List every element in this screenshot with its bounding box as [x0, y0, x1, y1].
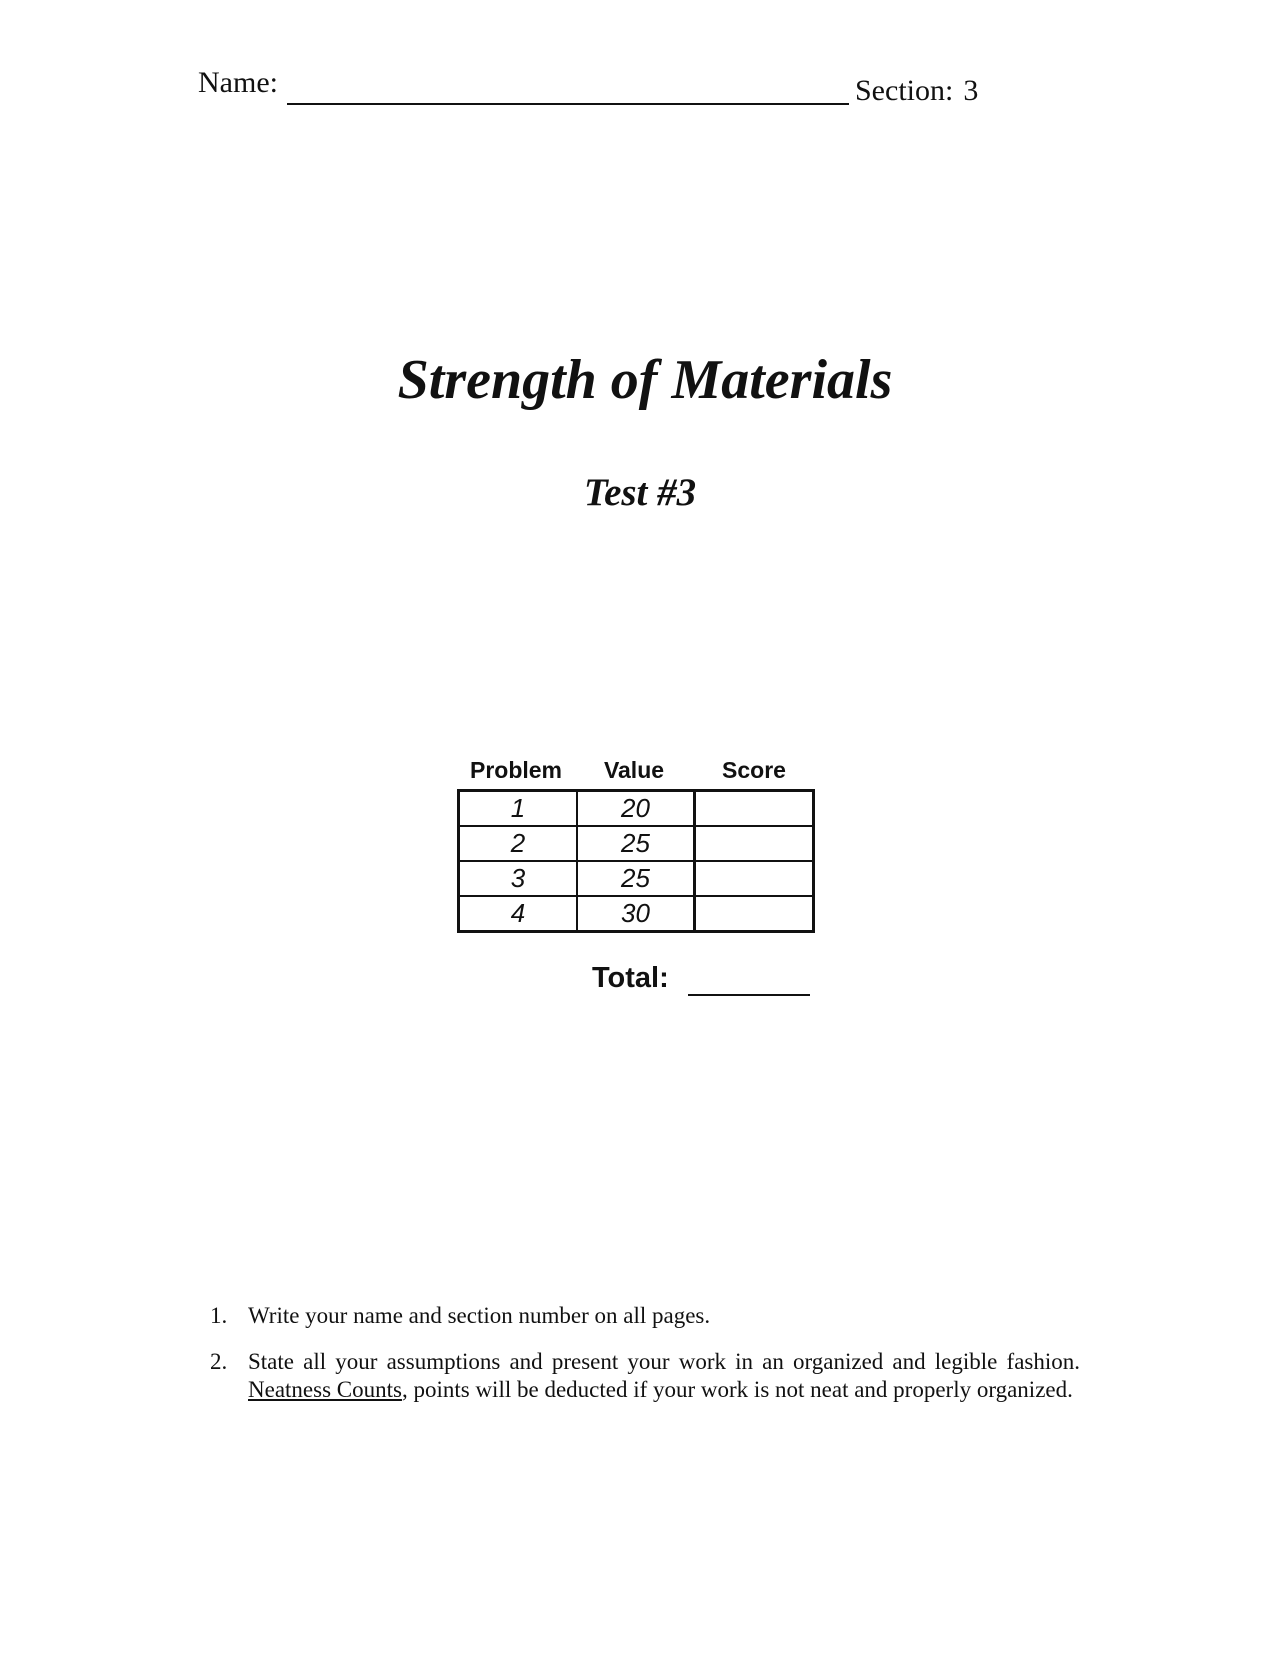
section-label [855, 74, 978, 108]
header-value: Value [603, 757, 665, 783]
value-cell: 25 [578, 827, 696, 860]
table-row [460, 792, 812, 827]
value-cell: 25 [578, 862, 696, 895]
section-value: 3 [963, 74, 979, 107]
score-cell[interactable] [696, 862, 812, 895]
problem-cell: 2 [460, 827, 578, 860]
problem-cell: 1 [460, 792, 578, 825]
score-table-header [457, 757, 815, 789]
score-cell[interactable] [696, 792, 812, 825]
list-item-text: State all your assumptions and present your work in an organized and legible fashion. [248, 1349, 1080, 1374]
problem-cell: 4 [460, 897, 578, 930]
header-problem: Problem [469, 757, 563, 783]
test-number: Test #3 [583, 471, 697, 514]
value-cell: 30 [578, 897, 696, 930]
list-item [210, 1302, 1080, 1330]
table-row [460, 827, 812, 862]
section-label-text: Section: [855, 74, 954, 107]
list-item-number: 1. [210, 1303, 228, 1328]
header-score: Score [722, 757, 786, 783]
total-field[interactable] [688, 994, 810, 996]
list-item [210, 1348, 1080, 1404]
table-row [460, 862, 812, 897]
table-row [460, 897, 812, 930]
name-field[interactable] [287, 103, 849, 105]
problem-cell: 3 [460, 862, 578, 895]
list-item-number: 2. [210, 1349, 228, 1374]
total-label: Total: [592, 962, 669, 994]
score-cell[interactable] [696, 827, 812, 860]
instructions-list [210, 1302, 1080, 1422]
score-table [457, 757, 815, 933]
name-label: Name: [198, 66, 278, 99]
score-grid [457, 789, 815, 933]
score-cell[interactable] [696, 897, 812, 930]
list-item-text-after: , points will be deducted if your work is not neat and properly organized. [401, 1377, 1073, 1402]
value-cell: 20 [578, 792, 696, 825]
page-title: Strength of Materials [397, 349, 893, 411]
neatness-emphasis: Neatness Counts [248, 1377, 402, 1402]
list-item-text: Write your name and section number on all pages. [248, 1303, 711, 1328]
